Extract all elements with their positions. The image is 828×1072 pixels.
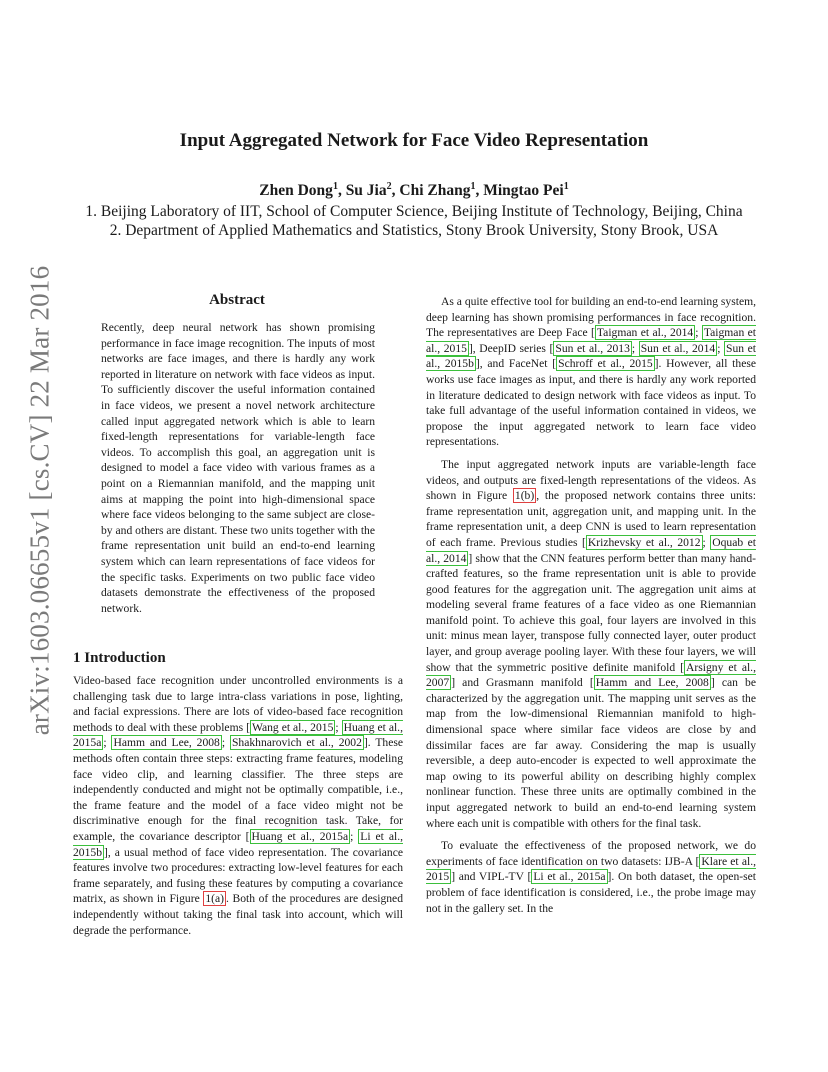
paper-title: Input Aggregated Network for Face Video Representation bbox=[179, 130, 649, 151]
citation-link[interactable]: Li et al., 2015a bbox=[533, 870, 606, 884]
right-paragraph-1: As a quite effective tool for building an end-to-end learning system, deep learning has shown promising performances in face recognition. The representatives are Deep Face [ Taigman et al., 2014 ; Taigman et al., 2015 ], DeepID series [ Sun et al., 2013 ; Sun et al., 2014 ; Sun et al., 2015b ], and FaceNet [ Schroff et al., 2015 ]. However, all these works use face images as input, and there is hardly any work reported in literature dedicated to design network with face videos as input. To take full advantage of the useful information contained in videos, we propose the input aggregated network to learn face video representations. bbox=[426, 295, 757, 449]
citation-link[interactable]: Schroff et al., 2015 bbox=[558, 357, 653, 371]
author-name: Su Jia bbox=[345, 182, 387, 200]
citation-link[interactable]: Arsigny et al., 2007 bbox=[426, 660, 756, 690]
affiliation-2: 2. Department of Applied Mathematics and Statistics, Stony Brook University, Stony Brook, USA bbox=[109, 222, 719, 239]
right-paragraph-3: To evaluate the effectiveness of the proposed network, we do experiments of face identification on two datasets: IJB-A [ Klare et al., 2015 ] and VIPL-TV [ Li et al., 2015a ]. On both dataset, the open-set problem of face identification is considered, i.e., the probe image may not in the gallery set. In the bbox=[426, 839, 756, 915]
affiliation-1: 1. Beijing Laboratory of IIT, School of Computer Science, Beijing Institute of Technology, Beijing, China bbox=[85, 203, 743, 220]
author-name: Zhen Dong bbox=[259, 182, 333, 200]
author-name: Mingtao Pei bbox=[483, 182, 564, 200]
right-column bbox=[426, 294, 756, 923]
citation-link[interactable]: Sun et al., 2013 bbox=[555, 341, 630, 355]
abstract-body bbox=[101, 320, 375, 623]
citation-link[interactable]: Oquab et al., 2014 bbox=[426, 535, 756, 565]
citation-link[interactable]: Taigman et al., 2014 bbox=[596, 326, 694, 340]
intro-paragraph: Video-based face recognition under uncontrolled environments is a challenging task due to large intra-class variations in pose, lighting, and facial expressions. There are lots of video-based face recognition methods to deal with these problems [ Wang et al., 2015 ; Huang et al., 2015a ; Hamm and Lee, 2008 ; Shakhnarovich et al., 2002 ]. These methods often contain three steps: extracting frame features, modeling face video clip, and learning classifier. The three steps are independently conducted and might not be optimally compatible, i.e., the frame feature and the model of a face video might not be discriminative enough for the final recognition task. Take, for example, the covariance descriptor [ Huang et al., 2015a ; Li et al., 2015b ], a usual method of face video representation. The covariance features involve two procedures: extracting low-level features for each frame separately, and fusing these features by computing a covariance matrix, as shown in Figure 1(a) . Both of the procedures are designed independently without taking the final task into account, which will degrade the performance. bbox=[73, 674, 404, 937]
intro-heading: 1 Introduction bbox=[73, 650, 166, 666]
citation-link[interactable]: Shakhnarovich et al., 2002 bbox=[231, 736, 362, 750]
citation-link[interactable]: Klare et al., 2015 bbox=[426, 854, 756, 884]
abstract-text: Recently, deep neural network has shown promising performance in face image recognition. The inputs of most networks are face images, and there is hardly any work reported in literature on network with face videos as input. To sufficiently discover the useful information contained in face videos, we present a novel network architecture called input aggregated network which is able to learn fixed-length representations for variable-length face videos. To accomplish this goal, an aggregation unit is designed to model a face video with various frames as a point on a Riemannian manifold, and the mapping unit aims at mapping the point into high-dimensional space where face videos belonging to the same subject are close-by and others are distant. These two units together with the frame representation unit build an end-to-end learning system which can learn representations of face videos for the specific tasks. Experiments on two public face video datasets demonstrate the effectiveness of the proposed network. bbox=[101, 321, 375, 615]
citation-link[interactable]: Taigman et al., 2015 bbox=[426, 326, 757, 355]
arxiv-stamp-text: arXiv:1603.06655v1 [cs.CV] 22 Mar 2016 bbox=[24, 265, 55, 735]
citation-link[interactable]: Li et al., 2015b bbox=[73, 829, 403, 859]
author-name: Chi Zhang bbox=[399, 182, 471, 200]
author-list: Zhen Dong$^1$, Su Jia$^2$, Chi Zhang$^1$, Mingtao Pei$^1$ bbox=[259, 181, 569, 200]
citation-link[interactable]: Huang et al., 2015a bbox=[73, 720, 403, 750]
right-paragraph-2: The input aggregated network inputs are variable-length face videos, and outputs are fixed-length representations of the videos. As shown in Figure 1(b) , the proposed network contains three units: frame representation unit, aggregation unit, and mapping unit. In the frame representation unit, a deep CNN is used to learn representation of each frame. Previous studies [ Krizhevsky et al., 2012 ; Oquab et al., 2014 ] show that the CNN features perform better than many hand-crafted features, so the frame representation unit is able to provide good features for the aggregation unit. The aggregation unit aims at modeling several frame features of a face video as one Riemannian manifold point. To achieve this goal, four layers are involved in this unit: minus mean layer, transpose fully connected layer, outer product layer, and group average pooling layer. With these four layers, we will show that the symmetric positive definite manifold [ Arsigny et al., 2007 ] and Grasmann manifold [ Hamm and Lee, 2008 ] can be characterized by the aggregation unit. The mapping unit serves as the map from the low-dimensional Riemannian manifold to high-dimensional space where similar face videos are close by and dissimilar faces are far away. Considering the map is usually reversible, a deep auto-encoder is expected to well approximate the map owing to its powerful ability on describing highly complex nonlinear function. These three units are optimally combined in the input aggregated network to build an end-to-end learning system where each unit is compatible with others for the final task. bbox=[426, 457, 756, 830]
citation-link[interactable]: Huang et al., 2015a bbox=[251, 829, 349, 843]
intro-column bbox=[73, 673, 403, 945]
author-affil-mark: 1 bbox=[332, 181, 338, 192]
citation-link[interactable]: Sun et al., 2015b bbox=[426, 341, 757, 371]
abstract-heading: Abstract bbox=[209, 292, 265, 308]
author-affil-mark: 2 bbox=[386, 181, 392, 192]
citation-link[interactable]: Krizhevsky et al., 2012 bbox=[587, 535, 701, 549]
citation-link[interactable]: Wang et al., 2015 bbox=[251, 720, 334, 734]
author-affil-mark: 1 bbox=[470, 181, 476, 192]
author-affil-mark: 1 bbox=[563, 181, 569, 192]
arxiv-side-stamp bbox=[20, 265, 60, 735]
citation-link[interactable]: Hamm and Lee, 2008 bbox=[113, 736, 220, 750]
figure-ref-link[interactable]: 1(b) bbox=[514, 489, 535, 503]
citation-link[interactable]: Sun et al., 2014 bbox=[640, 341, 716, 355]
figure-ref-link[interactable]: 1(a) bbox=[205, 892, 224, 906]
citation-link[interactable]: Hamm and Lee, 2008 bbox=[595, 676, 709, 690]
